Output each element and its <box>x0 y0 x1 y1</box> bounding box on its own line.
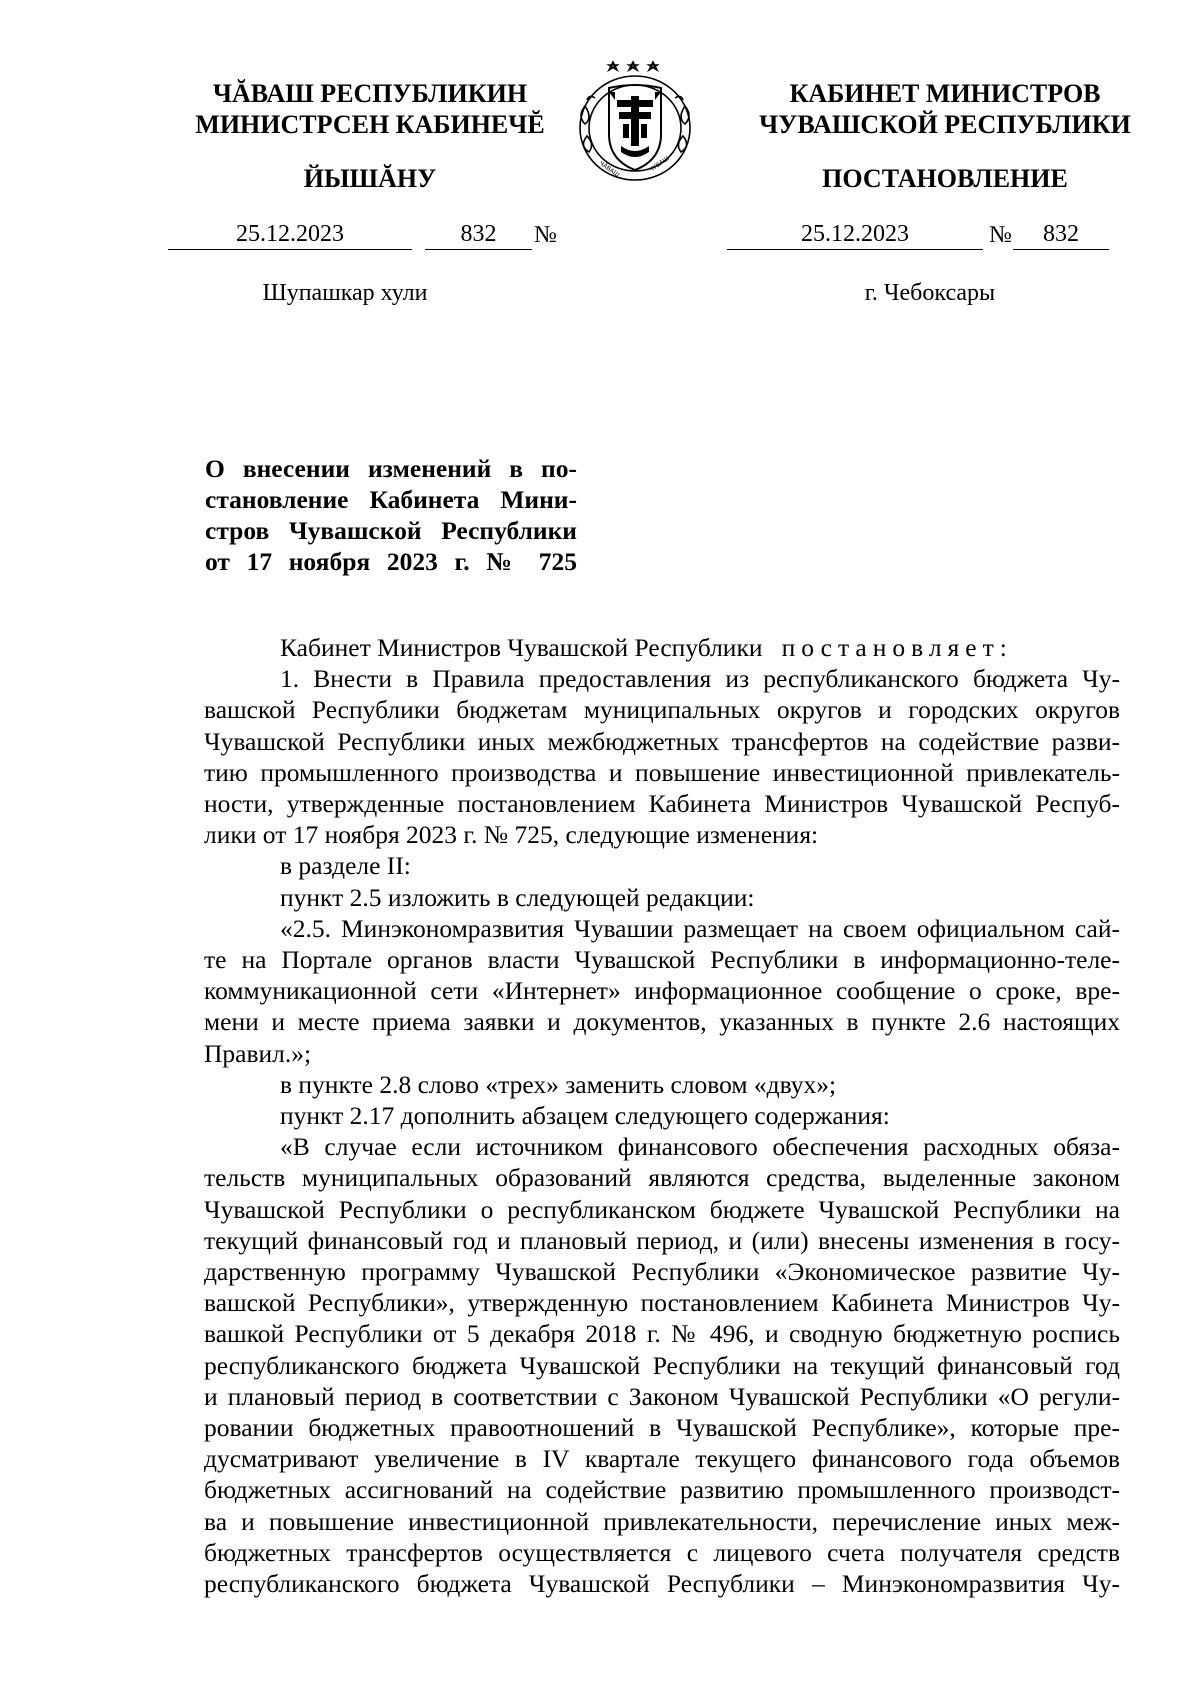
right-date-field <box>727 221 983 250</box>
right-org-line-2: ЧУВАШСКОЙ РЕСПУБЛИКИ <box>759 110 1131 139</box>
intro-verb: постановляет: <box>781 633 1013 662</box>
left-city: Шупашкар хули <box>262 280 428 306</box>
body-line: дарственную программу Чувашской Республики «Экономическое развитие Чу- <box>204 1257 1120 1287</box>
body-line: текущий финансовый год и плановый период, и (или) внесены изменения в госу- <box>204 1225 1120 1255</box>
document-body <box>204 632 1120 1599</box>
right-org-name <box>735 78 1155 140</box>
right-date: 25.12.2023 <box>801 221 909 247</box>
right-number-field <box>1013 221 1109 250</box>
body-line: коммуникационной сети «Интернет» информационное сообщение о сроке, вре- <box>204 976 1120 1006</box>
svg-text:ЧĂВАШ: ЧĂВАШ <box>597 159 621 179</box>
body-line: вашской Республики», утвержденную постановлением Кабинета Министров Чу- <box>204 1288 1120 1318</box>
right-number-sign: № <box>989 222 1012 248</box>
title-line-2: становление Кабинета Мини- <box>205 485 577 514</box>
body-line: те на Портале органов власти Чувашской Республики в информационно-теле- <box>204 945 1120 975</box>
right-doc-type: ПОСТАНОВЛЕНИЕ <box>822 164 1068 193</box>
body-line: пункт 2.17 дополнить абзацем следующего содержания: <box>280 1101 890 1131</box>
body-line: вашской Республики бюджетам муниципальных округов и городских округов <box>204 695 1120 725</box>
body-line: и плановый период в соответствии с Законом Чувашской Республики «О регули- <box>204 1381 1120 1411</box>
left-org-line-1: ЧĂВАШ РЕСПУБЛИКИН <box>212 79 528 108</box>
left-doc-type: ЙЫШĂНУ <box>303 164 437 193</box>
body-line: мени и месте приема заявки и документов, указанных в пункте 2.6 настоящих <box>204 1007 1120 1037</box>
body-line: республиканского бюджета Чувашской Республики на текущий финансовый год <box>204 1350 1120 1380</box>
body-line: республиканского бюджета Чувашской Республики – Минэкономразвития Чу- <box>204 1569 1120 1599</box>
body-line: бюджетных трансфертов осуществляется с лицевого счета получателя средств <box>204 1537 1120 1567</box>
left-org-name <box>170 78 570 140</box>
right-city: г. Чебоксары <box>864 280 996 306</box>
body-line: Чувашской Республики иных межбюджетных трансфертов на содействие разви- <box>204 726 1120 756</box>
body-line: в пункте 2.8 слово «трех» заменить словом «двух»; <box>280 1069 837 1099</box>
body-line: ности, утвержденные постановлением Кабинета Министров Чувашской Респуб- <box>204 789 1120 819</box>
body-line: тию промышленного производства и повышение инвестиционной привлекатель- <box>204 757 1120 787</box>
body-line: в разделе II: <box>280 851 411 881</box>
body-line: дусматривают увеличение в IV квартале текущего финансового года объемов <box>204 1444 1120 1474</box>
body-line: пункт 2.5 изложить в следующей редакции: <box>280 882 755 912</box>
body-line: тельств муниципальных образований являются средства, выделенные законом <box>204 1163 1120 1193</box>
body-line: «2.5. Минэкономразвития Чувашии размещает на своем официальном сай- <box>280 913 1120 943</box>
body-line: Правил.»; <box>204 1038 312 1068</box>
body-line: ва и повышение инвестиционной привлекательности, перечисление иных меж- <box>204 1506 1120 1536</box>
coat-of-arms-emblem <box>565 56 705 186</box>
intro-lead: Кабинет Министров Чувашской Республики <box>280 633 763 662</box>
left-date-field <box>168 221 412 250</box>
body-line: лики от 17 ноября 2023 г. № 725, следующие изменения: <box>204 820 819 850</box>
body-line: бюджетных ассигнований на содействие развитию промышленного производст- <box>204 1475 1120 1505</box>
body-line: 1. Внести в Правила предоставления из республиканского бюджета Чу- <box>280 664 1120 694</box>
left-number-field <box>425 221 532 250</box>
left-org-line-2: МИНИСТРСЕН КАБИНЕЧĔ <box>195 110 545 139</box>
body-line: «В случае если источником финансового обеспечения расходных обяза- <box>280 1132 1120 1162</box>
body-line: ровании бюджетных правоотношений в Чувашской Республике», которые пре- <box>204 1413 1120 1443</box>
title-line-1: О внесении изменений в по- <box>205 454 577 483</box>
body-line: Чувашской Республики о республиканском бюджете Чувашской Республики на <box>204 1194 1120 1224</box>
body-line: вашкой Республики от 5 декабря 2018 г. № 496, и сводную бюджетную роспись <box>204 1319 1120 1349</box>
intro-line <box>204 632 1120 663</box>
right-org-line-1: КАБИНЕТ МИНИСТРОВ <box>789 79 1101 108</box>
left-date: 25.12.2023 <box>236 221 344 247</box>
left-number-sign: № <box>534 222 557 248</box>
document-title <box>205 453 577 577</box>
title-line-3: стров Чувашской Республики <box>205 516 577 545</box>
left-number: 832 <box>460 221 497 247</box>
emblem-graphic <box>565 56 705 186</box>
title-line-4: от 17 ноября 2023 г. № 725 <box>205 547 577 576</box>
svg-text:ЧУВАШ: ЧУВАШ <box>648 155 671 174</box>
right-number: 832 <box>1043 221 1079 247</box>
